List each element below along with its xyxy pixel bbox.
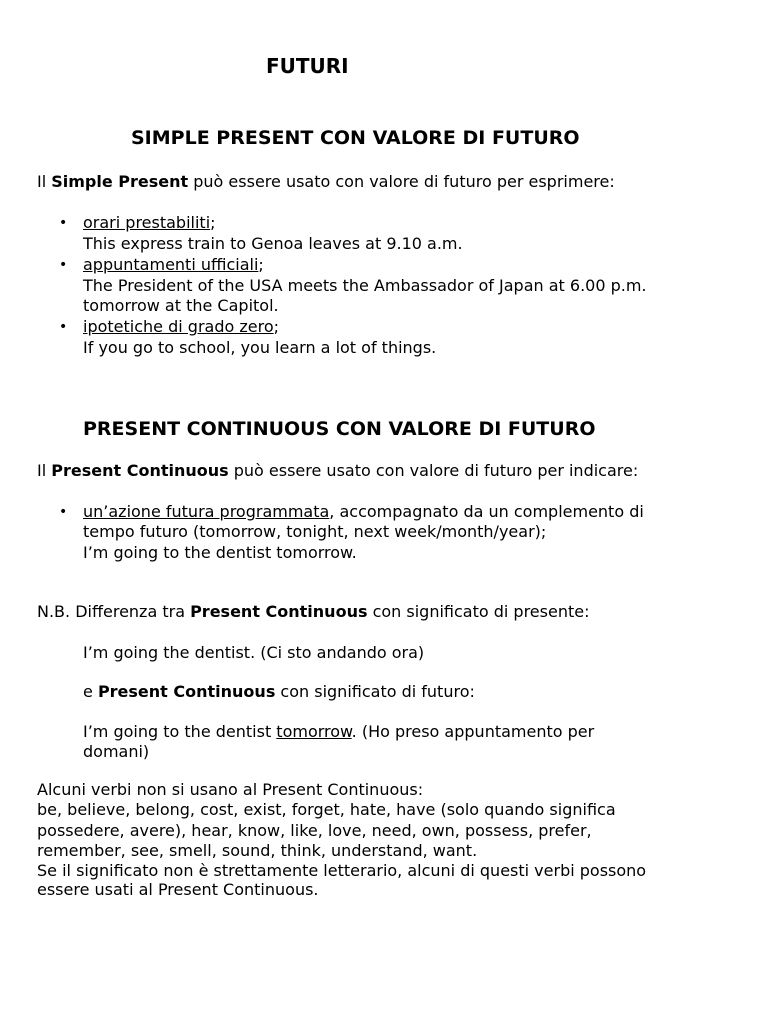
section2-intro <box>37 461 638 481</box>
closing-line: possedere, avere), hear, know, like, love, need, own, possess, prefer, <box>37 821 592 840</box>
closing-line: Se il significato non è strettamente letterario, alcuni di questi verbi possono <box>37 861 647 880</box>
example-line: The President of the USA meets the Ambassador of Japan at 6.00 p.m. <box>83 276 647 295</box>
term-rest: , accompagnato da un complemento di <box>329 502 644 521</box>
term-punct: ; <box>273 317 279 336</box>
bullet-icon: • <box>59 504 68 520</box>
section2-intro-suffix: può essere usato con valore di futuro per indicare: <box>228 461 639 480</box>
list-item-term <box>83 317 279 337</box>
example-line: This express train to Genoa leaves at 9.10 a.m. <box>83 234 463 253</box>
nb-future-line <box>83 682 475 702</box>
list-item-term <box>83 502 644 522</box>
nb-suffix: con significato di presente: <box>367 602 590 621</box>
list-item-term <box>83 255 264 275</box>
term-orari: orari prestabiliti <box>83 213 211 232</box>
section2-intro-bold: Present Continuous <box>51 461 229 480</box>
term-appuntamenti: appuntamenti ufficiali <box>83 255 259 274</box>
example-future-cont: domani) <box>83 742 150 761</box>
example-future <box>83 722 594 742</box>
nb-bold: Present Continuous <box>190 602 368 621</box>
closing-line: remember, see, smell, sound, think, understand, want. <box>37 841 478 860</box>
term-azione-futura: un’azione futura programmata <box>83 502 330 521</box>
example-present: I’m going the dentist. (Ci sto andando ora) <box>83 643 425 662</box>
section2-intro-prefix: Il <box>37 461 52 480</box>
bullet-icon: • <box>59 215 68 231</box>
section1-intro-suffix: può essere usato con valore di futuro per esprimere: <box>188 172 615 191</box>
example2-suffix: . (Ho preso appuntamento per <box>351 722 595 741</box>
closing-line: Alcuni verbi non si usano al Present Continuous: <box>37 780 424 799</box>
example-line: tomorrow at the Capitol. <box>83 296 279 315</box>
description-line: tempo futuro (tomorrow, tonight, next week/month/year); <box>83 522 547 541</box>
page-title: FUTURI <box>266 54 349 78</box>
term-punct: ; <box>258 255 264 274</box>
nb-line <box>37 602 589 622</box>
e-bold: Present Continuous <box>97 682 276 701</box>
example-line: I’m going to the dentist tomorrow. <box>83 543 357 562</box>
section1-intro-prefix: Il <box>37 172 52 191</box>
e-suffix: con significato di futuro: <box>275 682 475 701</box>
list-item-term <box>83 213 216 233</box>
example2-underlined: tomorrow <box>276 722 352 741</box>
section1-intro <box>37 172 615 192</box>
term-punct: ; <box>210 213 216 232</box>
bullet-icon: • <box>59 257 68 273</box>
example-line: If you go to school, you learn a lot of things. <box>83 338 437 357</box>
section1-intro-bold: Simple Present <box>51 172 189 191</box>
term-ipotetiche: ipotetiche di grado zero <box>83 317 274 336</box>
closing-line: essere usati al Present Continuous. <box>37 880 319 899</box>
e-prefix: e <box>83 682 98 701</box>
closing-line: be, believe, belong, cost, exist, forget, hate, have (solo quando significa <box>37 800 616 819</box>
bullet-icon: • <box>59 319 68 335</box>
section1-heading: SIMPLE PRESENT CON VALORE DI FUTURO <box>131 127 580 149</box>
nb-prefix: N.B. Differenza tra <box>37 602 191 621</box>
section2-heading: PRESENT CONTINUOUS CON VALORE DI FUTURO <box>83 418 596 440</box>
example2-prefix: I’m going to the dentist <box>83 722 277 741</box>
